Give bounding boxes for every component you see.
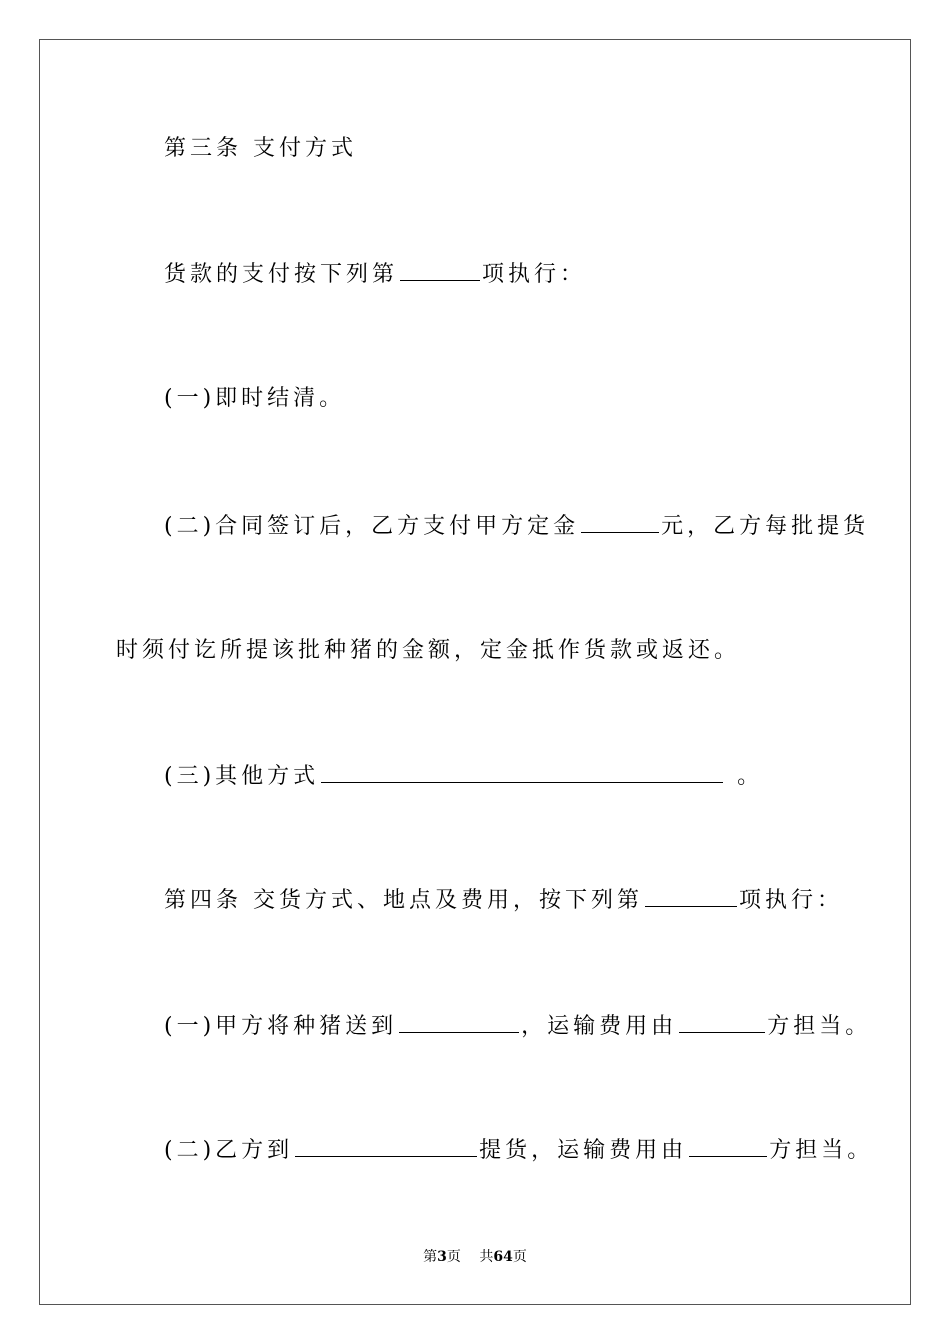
deposit-amount-blank[interactable] bbox=[581, 510, 659, 533]
payment-intro-text-end: 项执行： bbox=[482, 262, 587, 287]
payment-option-2-text-end: 元，乙方每批提货 bbox=[661, 514, 870, 539]
delivery-location-blank[interactable] bbox=[399, 1010, 519, 1033]
article-3-title bbox=[0, 134, 950, 164]
page-prefix: 第 bbox=[423, 1249, 438, 1265]
total-suffix: 页 bbox=[512, 1249, 527, 1265]
article-4-text: 第四条 交货方式、地点及费用，按下列第 bbox=[164, 888, 643, 913]
payment-intro bbox=[0, 258, 950, 290]
delivery-option-2-text-end: 方担当。 bbox=[769, 1138, 874, 1163]
pickup-location-blank[interactable] bbox=[295, 1134, 477, 1157]
payment-option-1-text: (一)即时结清。 bbox=[164, 386, 346, 411]
payment-option-3 bbox=[0, 760, 950, 792]
delivery-option-2-middle: 提货，运输费用由 bbox=[479, 1138, 688, 1163]
delivery-cost-party-blank[interactable] bbox=[679, 1010, 765, 1033]
payment-option-1 bbox=[0, 384, 950, 414]
payment-intro-text: 货款的支付按下列第 bbox=[164, 262, 399, 287]
article-3-title-text: 第三条 支付方式 bbox=[164, 136, 357, 161]
pickup-cost-party-blank[interactable] bbox=[689, 1134, 767, 1157]
page-footer bbox=[0, 1248, 950, 1266]
other-method-blank[interactable] bbox=[321, 760, 723, 783]
payment-option-2-line-2 bbox=[0, 636, 950, 666]
page-suffix: 页 bbox=[446, 1249, 461, 1265]
delivery-option-1 bbox=[0, 1010, 950, 1042]
payment-option-3-text-end: 。 bbox=[737, 764, 764, 789]
article-4-text-end: 项执行： bbox=[739, 888, 844, 913]
payment-option-2-continuation: 时须付讫所提该批种猪的金额，定金抵作货款或返还。 bbox=[116, 638, 741, 663]
page-total: 64 bbox=[493, 1249, 513, 1265]
delivery-option-1-middle: ，运输费用由 bbox=[521, 1014, 678, 1039]
page-current: 3 bbox=[437, 1249, 447, 1265]
delivery-option-1-text: (一)甲方将种猪送到 bbox=[164, 1014, 398, 1039]
article-4 bbox=[0, 884, 950, 916]
delivery-option-1-text-end: 方担当。 bbox=[767, 1014, 872, 1039]
delivery-option-blank[interactable] bbox=[645, 884, 737, 907]
delivery-option-2-text: (二)乙方到 bbox=[164, 1138, 294, 1163]
payment-option-2-text: (二)合同签订后，乙方支付甲方定金 bbox=[164, 514, 580, 539]
delivery-option-2 bbox=[0, 1134, 950, 1166]
total-prefix: 共 bbox=[479, 1249, 494, 1265]
payment-option-2-line-1 bbox=[0, 510, 950, 542]
payment-option-blank[interactable] bbox=[400, 258, 480, 281]
payment-option-3-text: (三)其他方式 bbox=[164, 764, 320, 789]
page-frame bbox=[39, 39, 911, 1305]
